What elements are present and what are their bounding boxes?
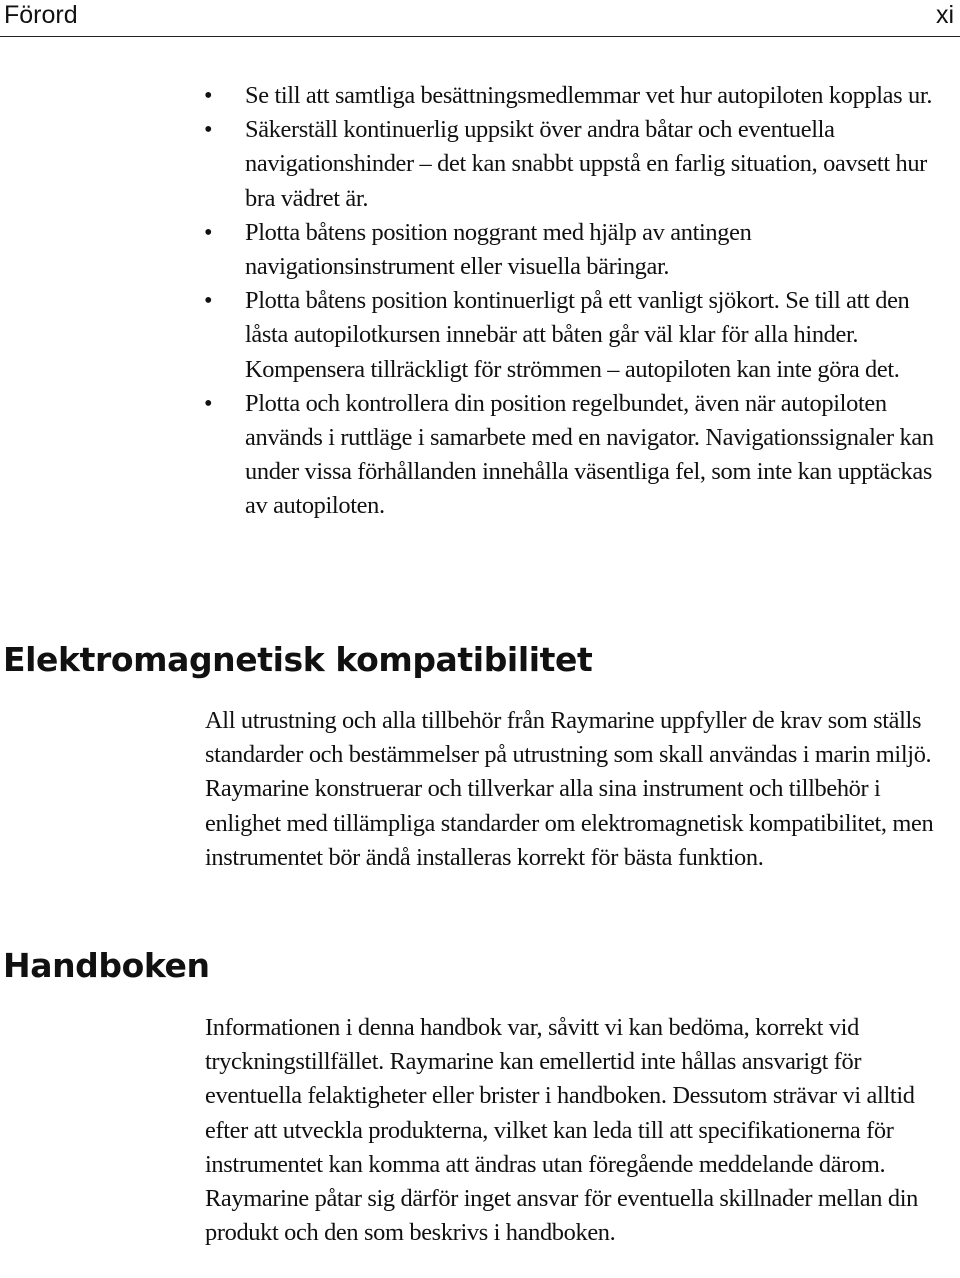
bullet-marker: • bbox=[204, 218, 213, 246]
bullet-marker: • bbox=[204, 82, 213, 109]
bullet-marker: • bbox=[204, 116, 213, 144]
list-item bbox=[0, 284, 960, 387]
list-item-text: Säkerställ kontinuerlig uppsikt över andra båtar och eventuella navigationshinder – det kan snabbt uppstå en farlig situation, oavsett hur bra vädret är. bbox=[245, 116, 927, 212]
list-item bbox=[0, 113, 960, 216]
page-number: xi bbox=[935, 1, 954, 29]
list-item-text: Se till att samtliga besättningsmedlemmar vet hur autopiloten kopplas ur. bbox=[245, 82, 933, 109]
safety-bullet-list bbox=[0, 79, 960, 524]
section-title: Förord bbox=[4, 1, 78, 29]
list-item-text: Plotta båtens position noggrant med hjälp av antingen navigationsinstrument eller visuella bäringar. bbox=[245, 218, 752, 281]
list-item-text: Plotta och kontrollera din position regelbundet, även när autopiloten används i ruttläge i samarbete med en navigator. Navigationssignaler kan under vissa förhållanden innehålla väsentliga fel, som inte kan upptäckas av autopiloten. bbox=[245, 389, 934, 520]
list-item bbox=[0, 79, 960, 113]
manual-paragraph: Informationen i denna handbok var, såvitt vi kan bedöma, korrekt vid tryckningstillfället. Raymarine kan emellertid inte hållas ansvarigt för eventuella felaktigheter eller brister i handboken. Dessutom strävar vi alltid efter att utveckla produkterna, vilket kan leda till att specifikationerna för instrumentet kan komma att ändras utan föregående meddelande därom. Raymarine påtar sig därför inget ansvar för eventuella skillnader mellan din produkt och den som beskrivs i handboken. bbox=[205, 1014, 918, 1247]
list-item bbox=[0, 387, 960, 524]
list-item-text: Plotta båtens position kontinuerligt på ett vanligt sjökort. Se till att den låsta autopilotkursen innebär att båten går väl klar för alla hinder. Kompensera tillräckligt för strömmen – autopiloten kan inte göra det. bbox=[245, 287, 910, 383]
bullet-marker: • bbox=[204, 389, 213, 417]
emc-paragraph: All utrustning och alla tillbehör från Raymarine uppfyller de krav som ställs standarder och bestämmelser på utrustning som skall användas i marin miljö. Raymarine konstruerar och tillverkar alla sina instrument och tillbehör i enlighet med tillämpliga standarder om elektromagnetisk kompatibilitet, men instrumentet bör ändå installeras korrekt för bästa funktion. bbox=[205, 707, 934, 871]
running-header bbox=[0, 0, 960, 37]
manual-section-heading: Handboken bbox=[3, 946, 210, 985]
bullet-marker: • bbox=[204, 287, 213, 315]
emc-section-heading: Elektromagnetisk kompatibilitet bbox=[3, 640, 593, 679]
list-item bbox=[0, 216, 960, 284]
